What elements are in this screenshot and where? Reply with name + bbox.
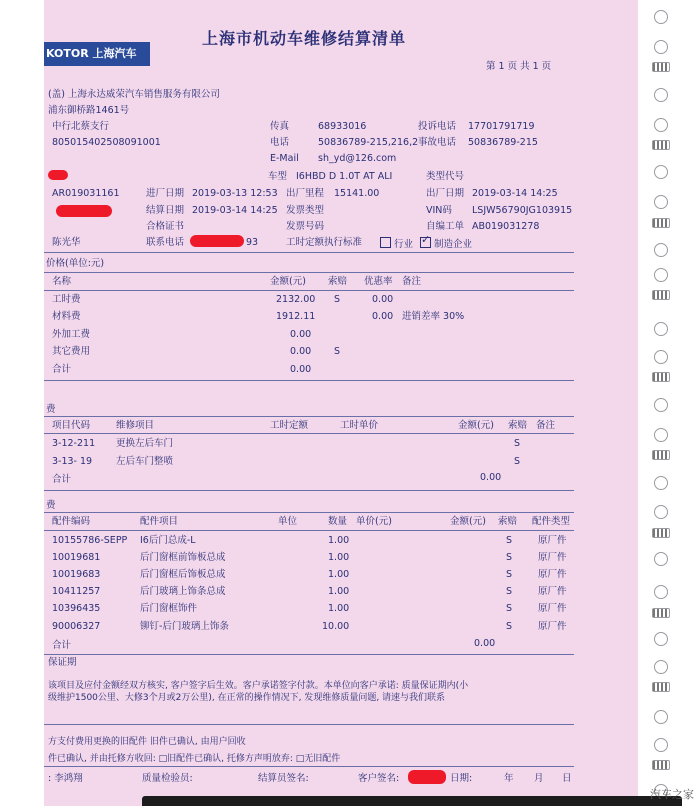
labor-row-code: 3-13- 19 bbox=[52, 456, 93, 467]
parts-col-claim: 索赔 bbox=[498, 516, 518, 527]
parts-row-code: 10155786-SEPP bbox=[52, 535, 128, 546]
mileage-value: 15141.00 bbox=[334, 188, 380, 199]
price-col-amount: 金额(元) bbox=[270, 276, 306, 287]
company-account: 805015402508091001 bbox=[52, 137, 161, 148]
parts-row-item: 铆钉-后门玻璃上饰条 bbox=[140, 621, 229, 632]
enter-date-value: 2019-03-13 12:53 bbox=[192, 188, 278, 199]
parts-col-code: 配件编码 bbox=[52, 516, 91, 527]
labor-col-quota: 工时定额 bbox=[270, 420, 309, 431]
labor-total-amount: 0.00 bbox=[480, 472, 502, 483]
standard-label: 工时定额执行标准 bbox=[286, 237, 363, 248]
email-label: E-Mail bbox=[270, 153, 299, 164]
labor-row-claim: S bbox=[514, 456, 521, 467]
exit-date-value: 2019-03-14 14:25 bbox=[472, 188, 558, 199]
redaction-mark bbox=[408, 770, 446, 784]
order-number: AR019031161 bbox=[52, 188, 120, 199]
quality-inspector-label: 质量检验员: bbox=[142, 773, 193, 784]
parts-row-claim: S bbox=[506, 552, 513, 563]
parts-col-item: 配件项目 bbox=[140, 516, 179, 527]
parts-row-claim: S bbox=[506, 621, 513, 632]
parts-row-type: 原厂件 bbox=[538, 535, 567, 546]
vin-label: VIN码 bbox=[426, 205, 452, 216]
price-col-note: 备注 bbox=[402, 276, 422, 287]
type-code-label: 类型代号 bbox=[426, 171, 465, 182]
parts-row-code: 10019683 bbox=[52, 569, 101, 580]
complaint-value: 17701791719 bbox=[468, 121, 535, 132]
redaction-mark bbox=[56, 205, 112, 217]
parts-row-type: 原厂件 bbox=[538, 552, 567, 563]
contact-phone-suffix: 93 bbox=[246, 237, 259, 248]
price-row-rate: 0.00 bbox=[372, 294, 394, 305]
contact-name: 陈光华 bbox=[52, 237, 81, 248]
fax-label: 传真 bbox=[270, 121, 290, 132]
labor-total-label: 合计 bbox=[52, 474, 72, 485]
labor-col-note: 备注 bbox=[536, 420, 556, 431]
company-bank: 中行北蔡支行 bbox=[52, 121, 110, 132]
customer-signature-label: 客户签名: bbox=[358, 773, 400, 784]
parts-row-type: 原厂件 bbox=[538, 586, 567, 597]
labor-col-claim: 索赔 bbox=[508, 420, 528, 431]
labor-row-item: 更换左后车门 bbox=[116, 438, 174, 449]
labor-col-item: 维修项目 bbox=[116, 420, 155, 431]
settler-signature-label: 结算员签名: bbox=[258, 773, 309, 784]
fax-value: 68933016 bbox=[318, 121, 367, 132]
parts-row-claim: S bbox=[506, 586, 513, 597]
mileage-label: 出厂里程 bbox=[286, 188, 325, 199]
price-section-title: 价格(单位:元) bbox=[46, 258, 105, 269]
price-row-claim: S bbox=[334, 294, 341, 305]
labor-row-code: 3-12-211 bbox=[52, 438, 96, 449]
labor-col-amount: 金额(元) bbox=[458, 420, 494, 431]
warranty-text-line1: 该项目及应付金额经双方核实, 客户签字后生效。客户承诺签字付款。本单位向客户承诺: 质量保证期内(小 bbox=[48, 681, 469, 691]
old-parts-line2: 件已确认, 并由托修方收回: □旧配件已确认, 托修方声明放弃: □无旧配件 bbox=[48, 754, 341, 764]
inspector-name: : 李鸿翔 bbox=[48, 773, 83, 784]
enter-date-label: 进厂日期 bbox=[146, 188, 185, 199]
labor-row-item: 左后车门整喷 bbox=[116, 456, 174, 467]
model-value: I6HBD D 1.0T AT ALI bbox=[296, 171, 393, 182]
parts-row-claim: S bbox=[506, 569, 513, 580]
phone-value: 50836789-215,216,2 bbox=[318, 137, 419, 148]
price-row-amount: 0.00 bbox=[290, 329, 312, 340]
price-row-name: 材料费 bbox=[52, 311, 81, 322]
labor-row-claim: S bbox=[514, 438, 521, 449]
certificate-label: 合格证书 bbox=[146, 221, 185, 232]
redaction-mark bbox=[190, 235, 244, 247]
labor-section-title: 费 bbox=[46, 404, 56, 415]
parts-row-item: 后门窗框前饰板总成 bbox=[140, 552, 226, 563]
price-row-claim: S bbox=[334, 346, 341, 357]
contact-phone-label: 联系电话 bbox=[146, 237, 185, 248]
price-row-amount: 1912.11 bbox=[276, 311, 316, 322]
date-year: 年 bbox=[504, 773, 514, 784]
labor-col-code: 项目代码 bbox=[52, 420, 91, 431]
parts-row-item: 后门窗框饰件 bbox=[140, 603, 198, 614]
parts-row-item: 后门窗框后饰板总成 bbox=[140, 569, 226, 580]
price-row-amount: 2132.00 bbox=[276, 294, 316, 305]
parts-row-qty: 1.00 bbox=[328, 569, 350, 580]
invoice-number-label: 发票号码 bbox=[286, 221, 325, 232]
page-info: 第 1 页 共 1 页 bbox=[486, 61, 552, 72]
parts-col-type: 配件类型 bbox=[532, 516, 571, 527]
document-title: 上海市机动车维修结算清单 bbox=[202, 29, 407, 48]
company-address: 浦东御桥路1461号 bbox=[48, 105, 130, 116]
email-value: sh_yd@126.com bbox=[318, 153, 397, 164]
parts-col-qty: 数量 bbox=[328, 516, 348, 527]
warranty-section-title: 保证期 bbox=[48, 657, 77, 668]
parts-row-qty: 1.00 bbox=[328, 535, 350, 546]
accident-value: 50836789-215 bbox=[468, 137, 538, 148]
price-row-note: 进销差率 30% bbox=[402, 311, 465, 322]
standard-option-industry: 行业 bbox=[380, 237, 413, 251]
price-row-name: 其它费用 bbox=[52, 346, 91, 357]
redaction-mark bbox=[48, 170, 68, 180]
checkbox-manufacturer[interactable] bbox=[420, 237, 431, 248]
parts-row-qty: 1.00 bbox=[328, 552, 350, 563]
parts-row-code: 90006327 bbox=[52, 621, 101, 632]
phone-label: 电话 bbox=[270, 137, 290, 148]
parts-row-code: 10411257 bbox=[52, 586, 101, 597]
parts-col-price: 单价(元) bbox=[356, 516, 392, 527]
parts-row-type: 原厂件 bbox=[538, 621, 567, 632]
date-month: 月 bbox=[534, 773, 544, 784]
warranty-text-line2: 级维护1500公里、大修3个月或2万公里), 在正常的操作情况下, 发现维修质量问题, 请速与我们联系 bbox=[48, 693, 446, 703]
price-col-name: 名称 bbox=[52, 276, 72, 287]
parts-row-claim: S bbox=[506, 535, 513, 546]
checkbox-industry[interactable] bbox=[380, 237, 391, 248]
parts-col-unit: 单位 bbox=[278, 516, 298, 527]
brand-logo: KOTOR 上海汽车 bbox=[44, 42, 150, 66]
self-order-label: 自编工单 bbox=[426, 221, 465, 232]
price-col-claim: 索赔 bbox=[328, 276, 348, 287]
parts-row-qty: 1.00 bbox=[328, 603, 350, 614]
parts-row-type: 原厂件 bbox=[538, 569, 567, 580]
price-row-name: 外加工费 bbox=[52, 329, 91, 340]
company-name: (盖) 上海永达威荣汽车销售服务有限公司 bbox=[48, 89, 220, 100]
parts-row-qty: 10.00 bbox=[322, 621, 350, 632]
exit-date-label: 出厂日期 bbox=[426, 188, 465, 199]
accident-label: 事故电话 bbox=[418, 137, 457, 148]
old-parts-line1: 方支付费用更换的旧配件 旧件已确认, 由用户回收 bbox=[48, 737, 246, 747]
parts-section-title: 费 bbox=[46, 500, 56, 511]
self-order-value: AB019031278 bbox=[472, 221, 540, 232]
parts-row-code: 10019681 bbox=[52, 552, 101, 563]
parts-total-amount: 0.00 bbox=[474, 638, 496, 649]
invoice-type-label: 发票类型 bbox=[286, 205, 325, 216]
vin-value: LSJW56790JG103915 bbox=[472, 205, 573, 216]
model-label: 车型 bbox=[268, 171, 288, 182]
parts-row-claim: S bbox=[506, 603, 513, 614]
price-total-label: 合计 bbox=[52, 364, 72, 375]
complaint-label: 投诉电话 bbox=[418, 121, 457, 132]
parts-row-item: 后门玻璃上饰条总成 bbox=[140, 586, 226, 597]
price-col-rate: 优惠率 bbox=[364, 276, 393, 287]
date-label: 日期: bbox=[450, 773, 473, 784]
standard-option-manufacturer: ✓ 制造企业 bbox=[420, 237, 472, 251]
settle-date-value: 2019-03-14 14:25 bbox=[192, 205, 278, 216]
price-row-name: 工时费 bbox=[52, 294, 81, 305]
watermark-text: 汽车之家 bbox=[650, 788, 694, 801]
parts-row-qty: 1.00 bbox=[328, 586, 350, 597]
date-day: 日 bbox=[562, 773, 572, 784]
parts-total-label: 合计 bbox=[52, 640, 72, 651]
parts-row-item: I6后门总成-L bbox=[140, 535, 196, 546]
price-total-amount: 0.00 bbox=[290, 364, 312, 375]
price-row-rate: 0.00 bbox=[372, 311, 394, 322]
settle-date-label: 结算日期 bbox=[146, 205, 185, 216]
labor-col-price: 工时单价 bbox=[340, 420, 379, 431]
parts-row-type: 原厂件 bbox=[538, 603, 567, 614]
bottom-dark-bar bbox=[142, 796, 682, 806]
parts-row-code: 10396435 bbox=[52, 603, 101, 614]
price-row-amount: 0.00 bbox=[290, 346, 312, 357]
perforation-strip bbox=[640, 0, 680, 806]
parts-col-amount: 金额(元) bbox=[450, 516, 486, 527]
